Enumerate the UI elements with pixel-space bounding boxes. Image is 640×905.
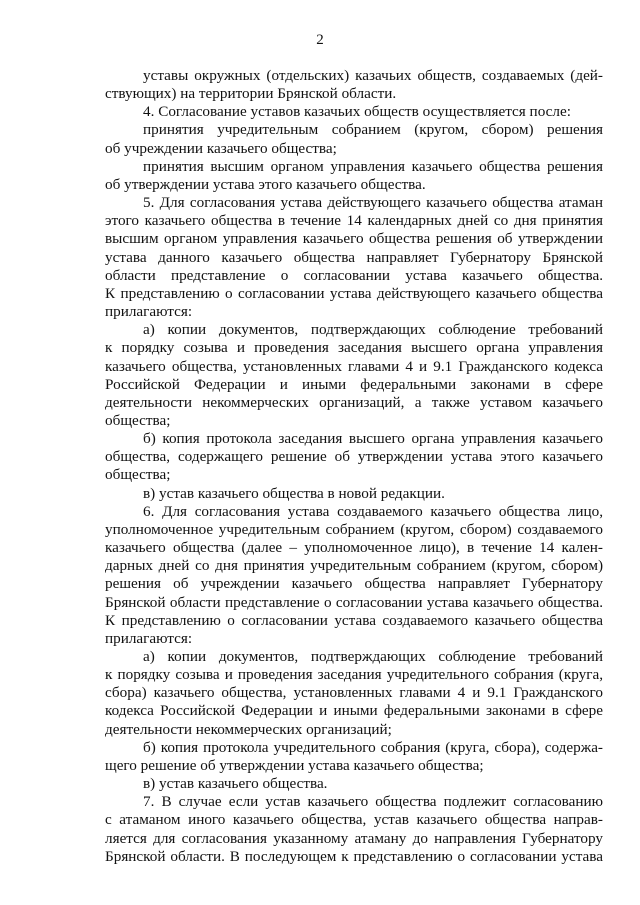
text-line: 5. Для согласования устава действующего казачьего общества атаман bbox=[143, 194, 603, 212]
text-line: к порядку созыва и проведения заседания высшего органа управления bbox=[105, 339, 603, 357]
page-number: 2 bbox=[316, 32, 324, 48]
text-line: общества, содержащего решение об утверждении устава этого казачьего bbox=[105, 448, 603, 466]
text-line: в) устав казачьего общества в новой редакции. bbox=[143, 484, 445, 502]
text-line: в) устав казачьего общества. bbox=[143, 775, 328, 793]
text-line: К представлению о согласовании устава создаваемого казачьего общества bbox=[105, 611, 603, 629]
text-line: принятия учредительным собранием (кругом, сбором) решения bbox=[143, 121, 603, 139]
text-line: дарных дней со дня принятия учредительным собранием (кругом, сбором) bbox=[105, 557, 603, 575]
text-line: области представление о согласовании устава казачьего общества. bbox=[105, 266, 603, 284]
text-line: к порядку созыва и проведения заседания учредительного собрания (круга, bbox=[105, 666, 603, 684]
text-line: Брянской области. В последующем к представлению о согласовании устава bbox=[105, 847, 603, 865]
text-line: высшим органом управления казачьего общества решения об утверждении bbox=[105, 230, 603, 248]
text-line: казачьего общества, установленных главами 4 и 9.1 Гражданского кодекса bbox=[105, 357, 603, 375]
text-line: общества; bbox=[105, 411, 171, 429]
text-line: принятия высшим органом управления казачьего общества решения bbox=[143, 157, 603, 175]
text-line: б) копия протокола учредительного собрания (круга, сбора), содержа- bbox=[143, 738, 603, 756]
text-line: б) копия протокола заседания высшего органа управления казачьего bbox=[143, 430, 603, 448]
text-line: 7. В случае если устав казачьего общества подлежит согласованию bbox=[143, 793, 603, 811]
text-line: а) копии документов, подтверждающих соблюдение требований bbox=[143, 321, 603, 339]
text-line: прилагаются: bbox=[105, 303, 193, 321]
text-line: щего решение об утверждении устава казачьего общества; bbox=[105, 756, 484, 774]
text-line: решения об учреждении казачьего общества направляет Губернатору bbox=[105, 575, 603, 593]
text-line: 6. Для согласования устава создаваемого казачьего общества лицо, bbox=[143, 502, 603, 520]
text-line: К представлению о согласовании устава действующего казачьего общества bbox=[105, 284, 603, 302]
text-line: об учреждении казачьего общества; bbox=[105, 139, 337, 157]
text-line: Брянской области представление о согласовании устава казачьего общества. bbox=[105, 593, 603, 611]
text-line: уставы окружных (отдельских) казачьих обществ, создаваемых (дей- bbox=[143, 67, 603, 84]
text-line: этого казачьего общества в течение 14 календарных дней со дня принятия bbox=[105, 212, 603, 230]
text-line: с атаманом иного казачьего общества, устав казачьего общества направ- bbox=[105, 811, 603, 829]
text-line: прилагаются: bbox=[105, 629, 193, 647]
text-line: устава данного казачьего общества направляет Губернатору Брянской bbox=[105, 248, 603, 266]
text-line: ствующих) на территории Брянской области. bbox=[105, 85, 397, 103]
text-line: уполномоченное учредительным собранием (кругом, сбором) создаваемого bbox=[105, 520, 603, 538]
text-line: кодекса Российской Федерации и иными федеральными законами в сфере bbox=[105, 702, 603, 720]
text-line: об утверждении устава этого казачьего общества. bbox=[105, 175, 426, 193]
text-line: казачьего общества (далее – уполномоченное лицо), в течение 14 кален- bbox=[105, 539, 603, 557]
text-line: деятельности некоммерческих организаций; bbox=[105, 720, 392, 738]
text-line: ляется для согласования указанному атаману до направления Губернатору bbox=[105, 829, 603, 847]
text-line: деятельности некоммерческих организаций, а также уставом казачьего bbox=[105, 393, 603, 411]
text-line: а) копии документов, подтверждающих соблюдение требований bbox=[143, 648, 603, 665]
text-line: сбора) казачьего общества, установленных главами 4 и 9.1 Гражданского bbox=[105, 684, 603, 702]
text-line: Российской Федерации и иными федеральными законами в сфере bbox=[105, 375, 603, 393]
text-line: общества; bbox=[105, 466, 171, 484]
text-line: 4. Согласование уставов казачьих обществ осуществляется после: bbox=[143, 103, 571, 121]
document-body bbox=[105, 67, 603, 866]
